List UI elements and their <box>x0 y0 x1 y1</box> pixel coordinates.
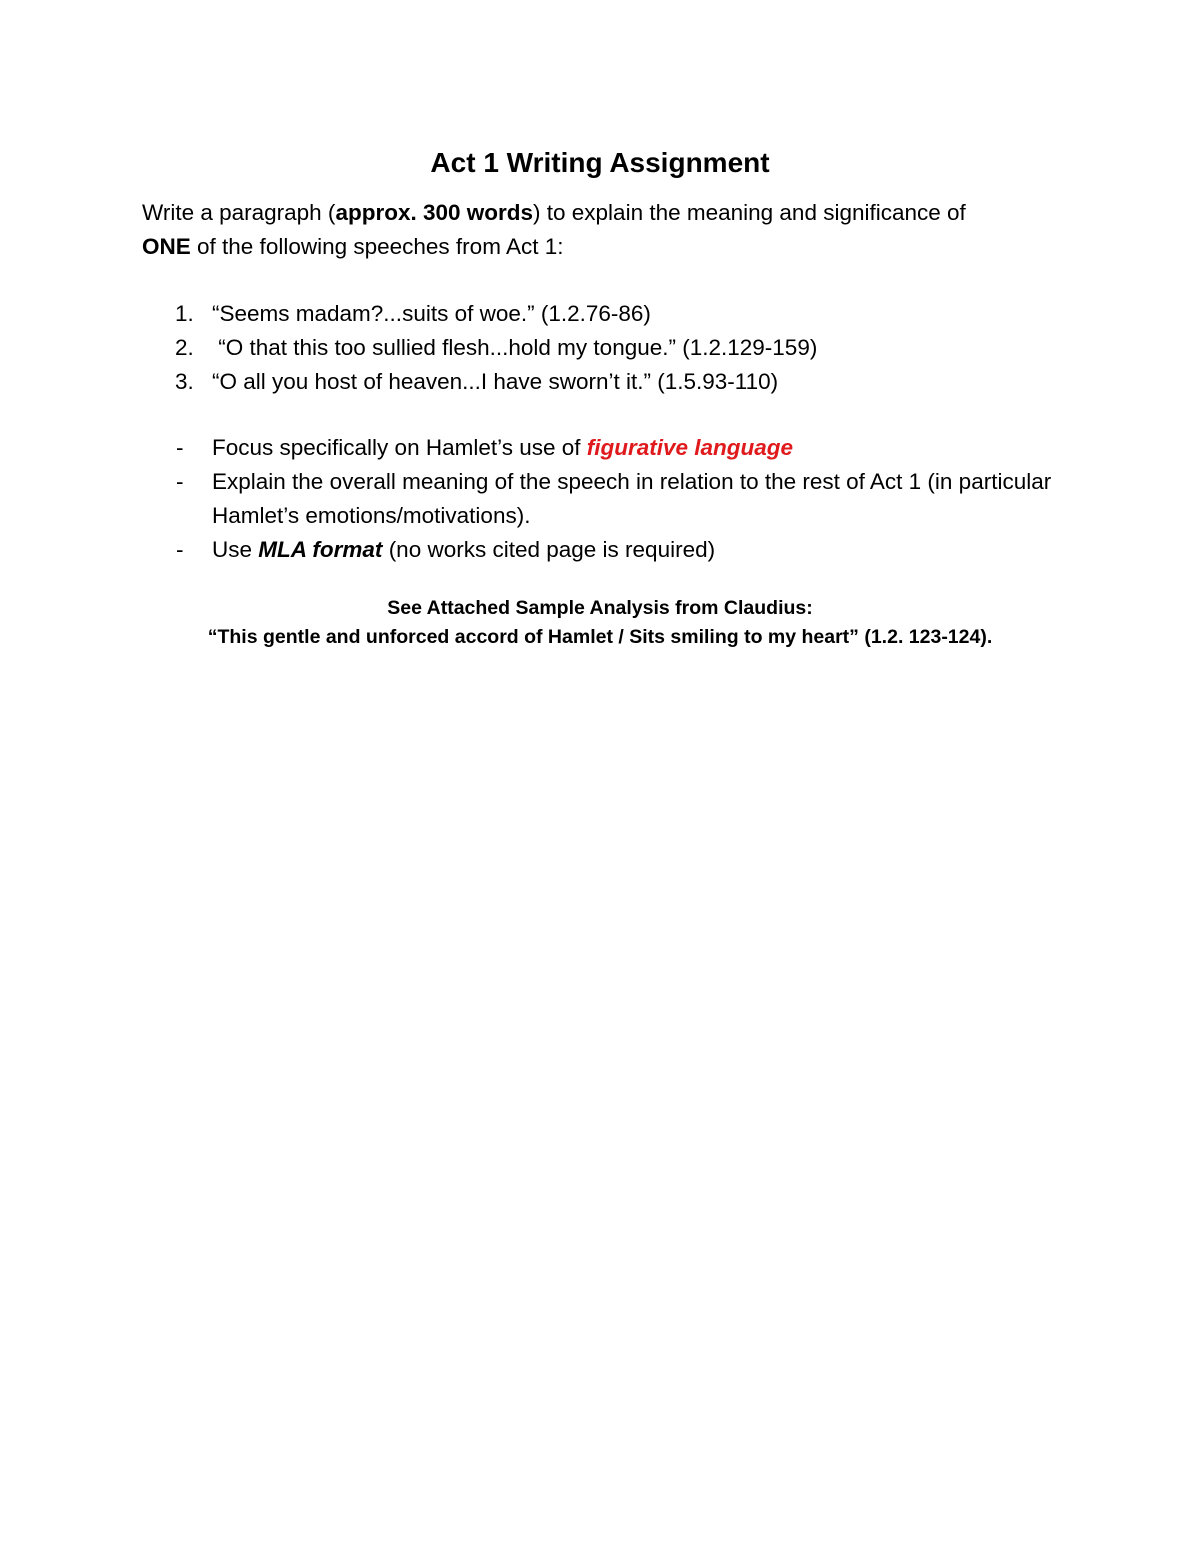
intro-text-2: ) to explain the meaning and significance of <box>533 200 966 225</box>
instruction-text: Use <box>212 537 259 562</box>
instruction-text: Explain the overall meaning of the speech in relation to the rest of Act 1 (in particular Hamlet’s emotions/motivations). <box>212 469 1052 528</box>
speech-text: “O all you host of heaven...I have sworn’t it.” (1.5.93-110) <box>212 369 779 394</box>
instruction-list <box>142 431 1072 567</box>
dash-bullet: - <box>176 537 184 562</box>
list-number: 3. <box>175 369 194 394</box>
instruction-text: (no works cited page is required) <box>382 537 716 562</box>
sample-heading: See Attached Sample Analysis from Claudius: <box>387 597 813 619</box>
figurative-language-emphasis: figurative language <box>586 435 794 460</box>
page-title: Act 1 Writing Assignment <box>430 147 770 178</box>
list-number: 1. <box>175 301 194 326</box>
mla-format-emphasis: MLA format <box>258 537 383 562</box>
list-number: 2. <box>175 335 194 360</box>
intro-text-3: of the following speeches from Act 1: <box>190 234 564 259</box>
list-item <box>142 365 1072 399</box>
sample-analysis-note <box>0 594 1200 652</box>
list-item <box>142 533 1072 567</box>
list-item <box>142 431 1072 465</box>
instruction-text: Focus specifically on Hamlet’s use of <box>212 435 587 460</box>
speech-list <box>142 297 1072 399</box>
list-item <box>142 297 1072 331</box>
dash-bullet: - <box>176 469 184 494</box>
word-count-emphasis: approx. 300 words <box>335 200 534 225</box>
one-emphasis: ONE <box>142 234 191 259</box>
intro-text-1: Write a paragraph ( <box>142 200 336 225</box>
speech-text: “O that this too sullied flesh...hold my tongue.” (1.2.129-159) <box>212 335 818 360</box>
speech-text: “Seems madam?...suits of woe.” (1.2.76-86) <box>212 301 651 326</box>
sample-quote: “This gentle and unforced accord of Hamlet / Sits smiling to my heart” (1.2. 123-124). <box>207 626 993 648</box>
list-item <box>142 331 1072 365</box>
list-item <box>142 465 1072 533</box>
intro-paragraph <box>142 196 1072 264</box>
dash-bullet: - <box>176 435 184 460</box>
